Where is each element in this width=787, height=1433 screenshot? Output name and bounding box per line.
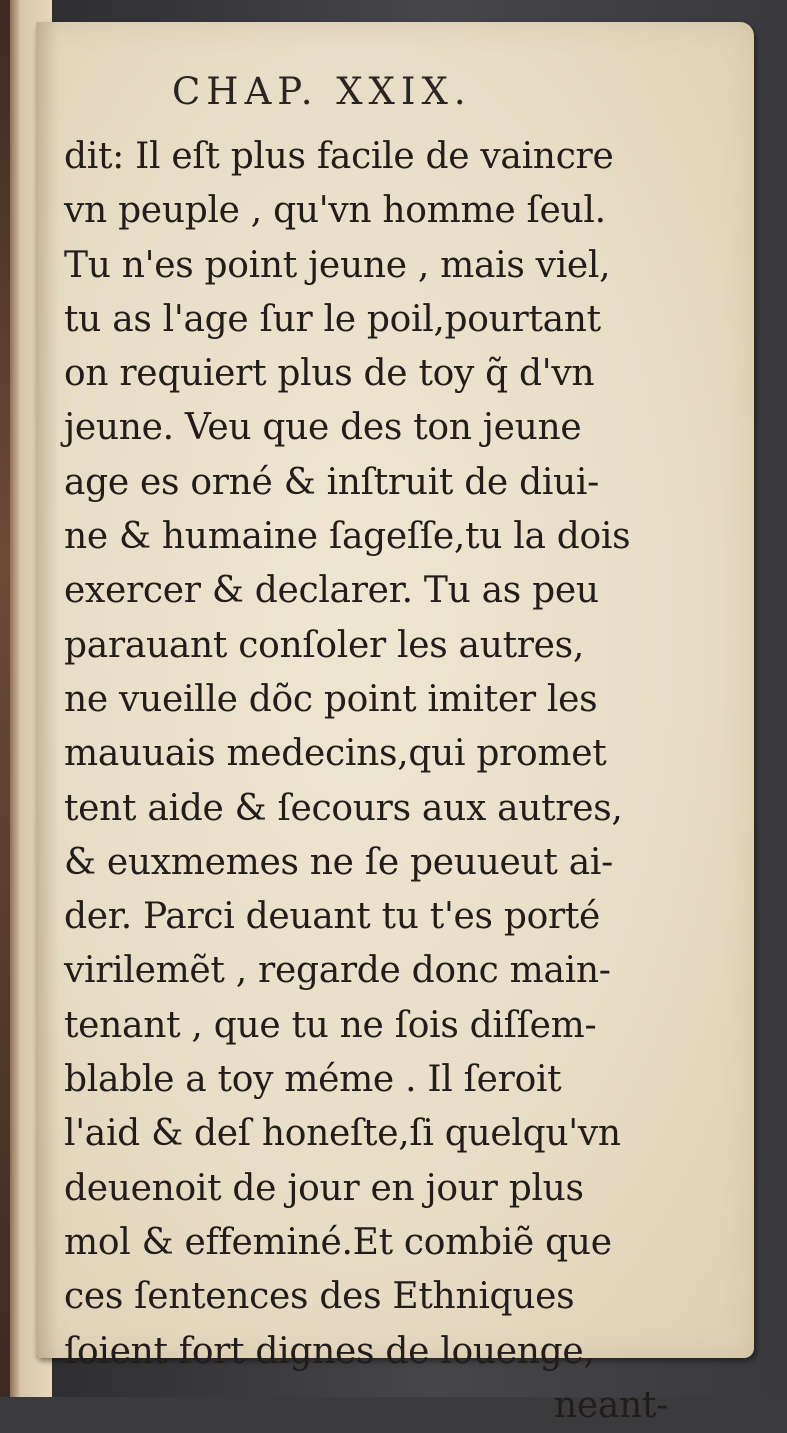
text-line: & euxmemes ne ſe peuueut ai- — [64, 841, 613, 883]
gutter-shadow — [36, 22, 58, 1358]
text-line: ne & humaine ſageſſe,tu la dois — [64, 516, 631, 558]
text-line: ne vueille dõc point imiter les — [64, 678, 598, 720]
page-text — [64, 130, 674, 1433]
text-line: tent aide & ſecours aux autres, — [64, 787, 623, 829]
text-line: tenant , que tu ne ſois diſſem- — [64, 1004, 597, 1046]
text-line: virilemẽt , regarde donc main- — [64, 950, 611, 992]
text-line: age es orné & inſtruit de diui- — [64, 461, 600, 503]
text-line: tu as l'age ſur le poil,pourtant — [64, 298, 601, 340]
text-line: blable a toy méme . Il ſeroit — [64, 1059, 562, 1101]
text-line: dit: Il eſt plus facile de vaincre — [64, 136, 614, 177]
text-line: deuenoit de jour en jour plus — [64, 1167, 584, 1209]
text-line: Tu n'es point jeune , mais viel, — [64, 244, 611, 286]
text-line: vn peuple , qu'vn homme ſeul. — [64, 190, 606, 232]
text-line: exercer & declarer. Tu as peu — [64, 570, 599, 612]
text-line: on requiert plus de toy q̃ d'vn — [64, 353, 595, 395]
text-line: l'aid & deſ honeſte,ſi quelqu'vn — [64, 1113, 621, 1155]
text-line: der. Parci deuant tu t'es porté — [64, 896, 601, 938]
text-line: parauant conſoler les autres, — [64, 624, 584, 666]
catchword: neant- — [554, 1384, 668, 1426]
text-line: ces ſentences des Ethniques — [64, 1276, 575, 1318]
text-line: mol & effeminé.Et combiẽ que — [64, 1221, 612, 1263]
text-line: mauuais medecins,qui promet — [64, 733, 607, 775]
running-header: CHAP. XXIX. — [172, 70, 472, 113]
text-line: ſoient fort dignes de louenge, — [64, 1330, 595, 1372]
text-line: jeune. Veu que des ton jeune — [64, 407, 582, 449]
